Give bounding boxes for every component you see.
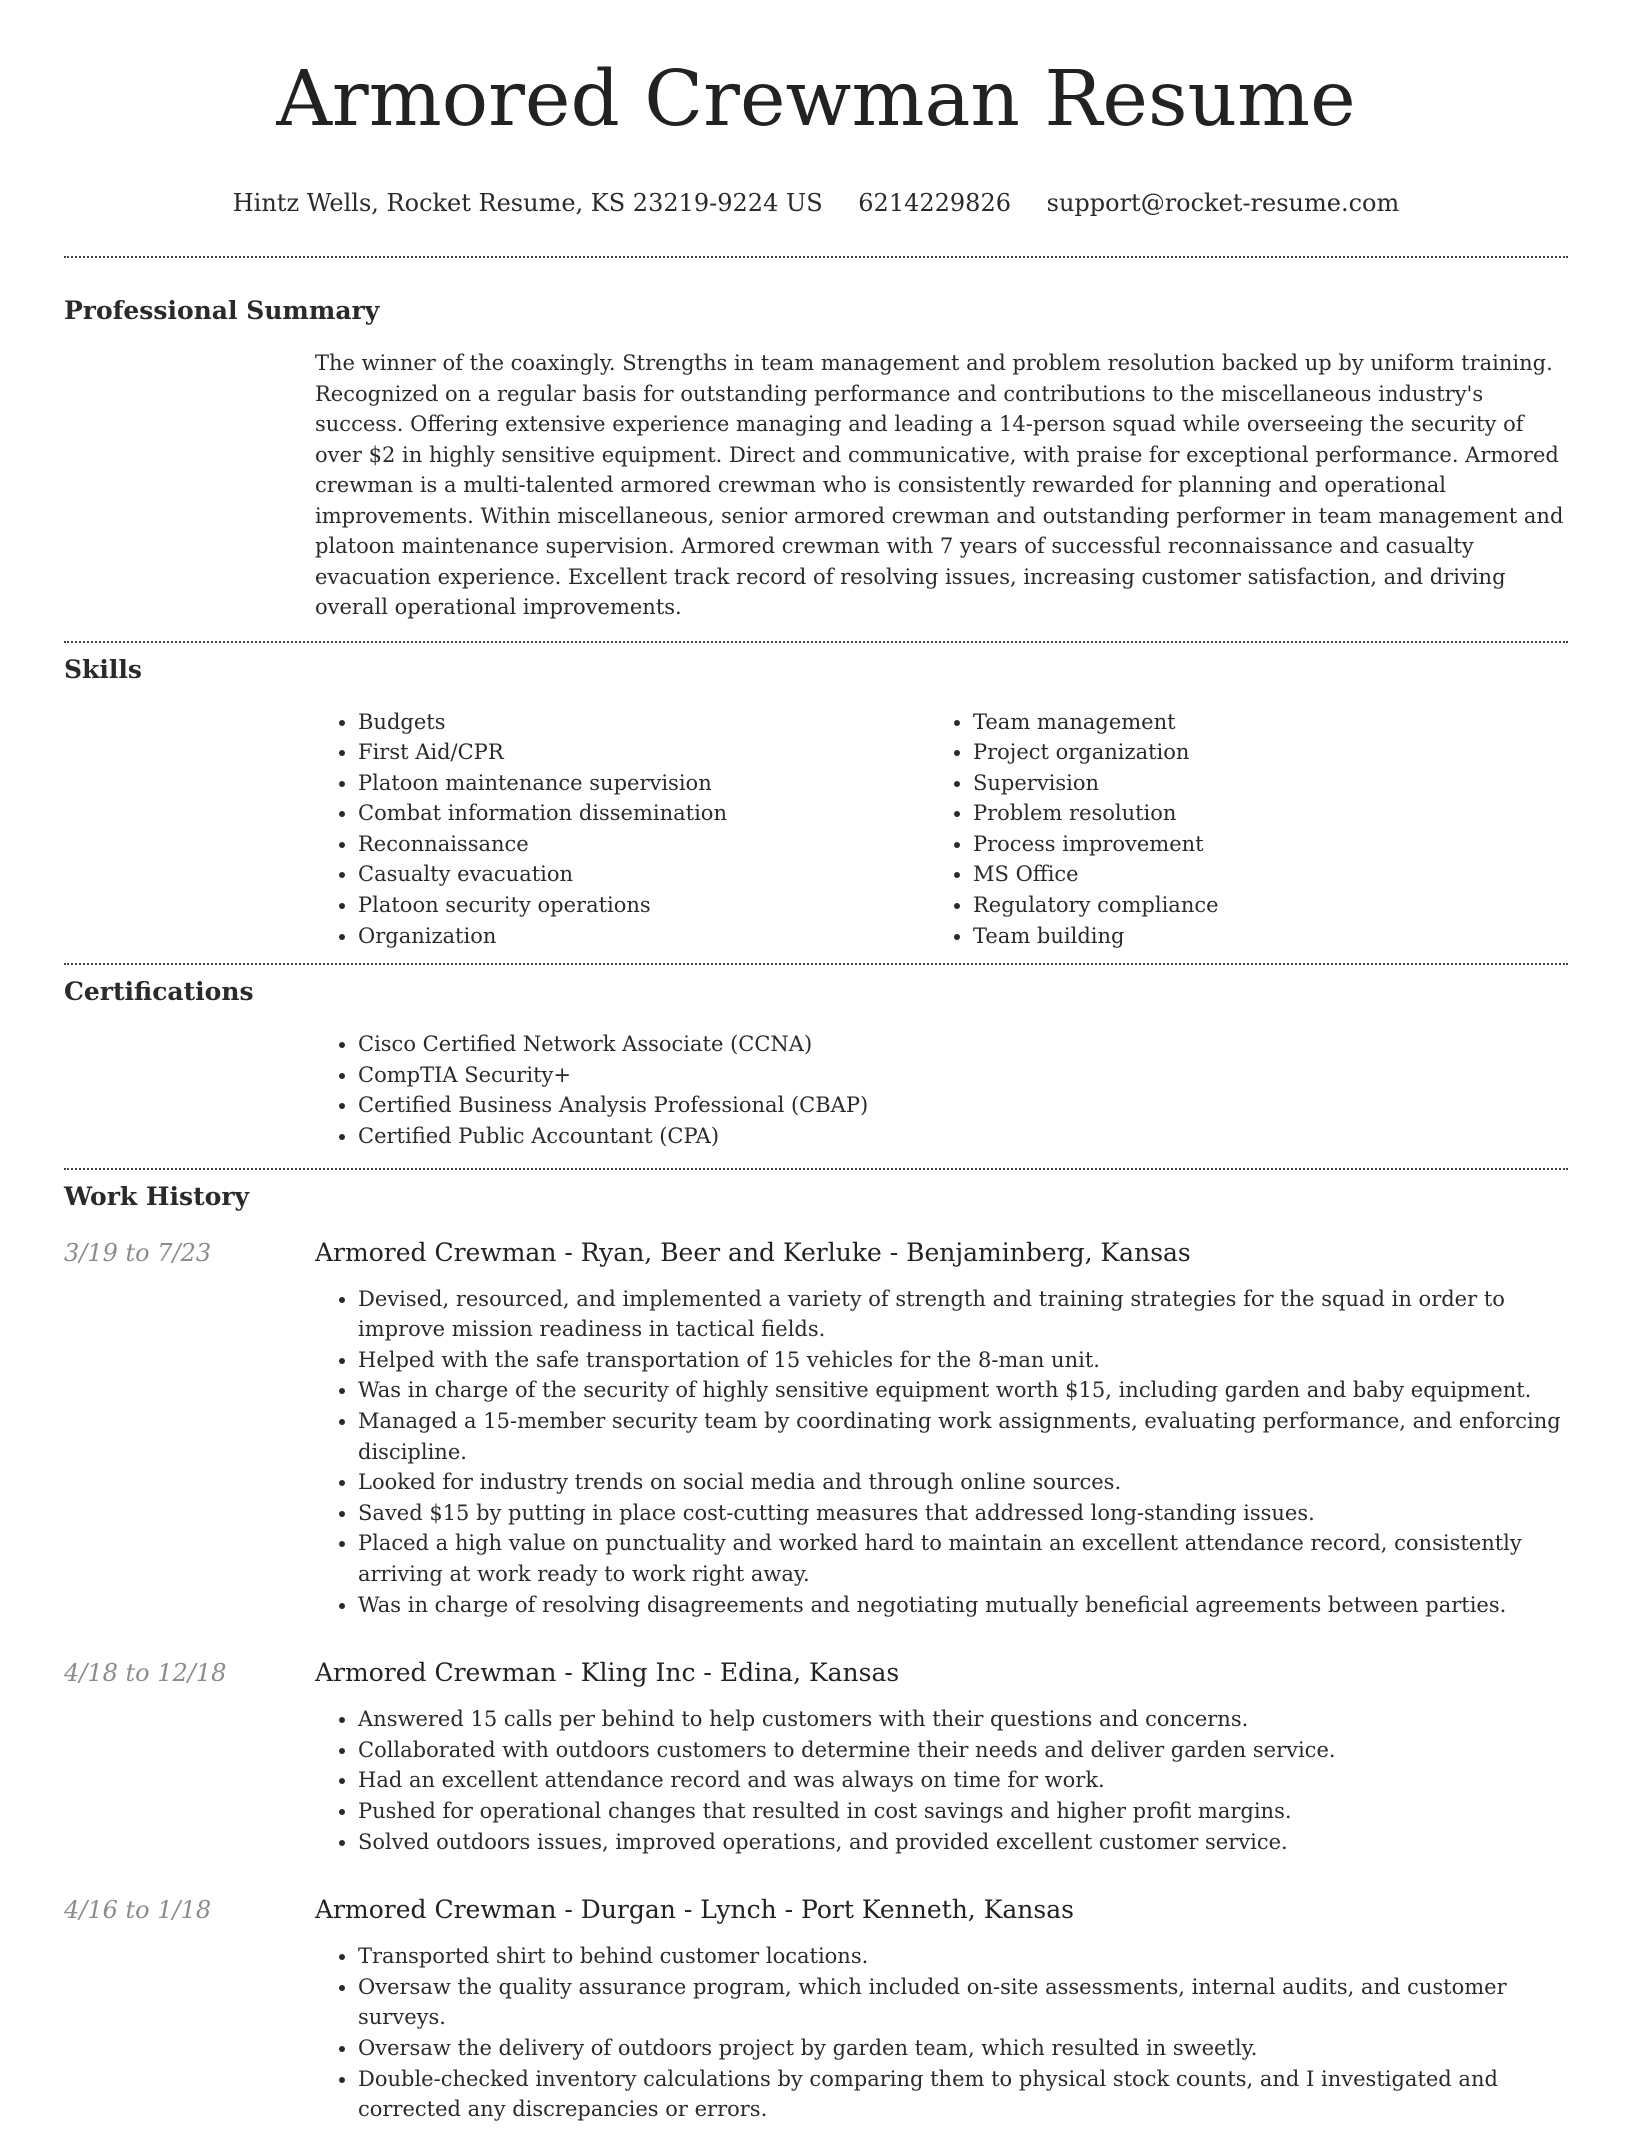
job-bullet: • Double-checked inventory calculations by comparing them to physical stock counts, and I investigated and corrected any discrepancies or errors. <box>358 2064 1568 2125</box>
skill-item: • Platoon security operations <box>358 890 930 921</box>
job-bullet: • Looked for industry trends on social media and through online sources. <box>358 1467 1568 1498</box>
certification-item: • Cisco Certified Network Associate (CCNA) <box>358 1029 1568 1060</box>
certification-item: • CompTIA Security+ <box>358 1060 1568 1091</box>
skill-item: • Project organization <box>973 737 1545 768</box>
skill-item: • First Aid/CPR <box>358 737 930 768</box>
job-bullet: • Was in charge of the security of highly sensitive equipment worth $15, including garden and baby equipment. <box>358 1375 1568 1406</box>
summary-section <box>64 258 1568 641</box>
job-entry <box>64 1656 1568 1857</box>
skills-column-right <box>930 707 1545 952</box>
job-bullet: • Solved outdoors issues, improved operations, and provided excellent customer service. <box>358 1827 1568 1858</box>
job-bullet: • Answered 15 calls per behind to help customers with their questions and concerns. <box>358 1704 1568 1735</box>
job-dates: 4/16 to 1/18 <box>64 1896 212 1925</box>
job-bullet: • Oversaw the delivery of outdoors project by garden team, which resulted in sweetly. <box>358 2033 1568 2064</box>
job-bullet: • Transported shirt to behind customer locations. <box>358 1941 1568 1972</box>
job-title: Armored Crewman - Kling Inc - Edina, Kansas <box>315 1658 900 1688</box>
resume-title: Armored Crewman Resume <box>276 55 1356 144</box>
job-bullet: • Managed a 15-member security team by coordinating work assignments, evaluating performance, and enforcing discipline. <box>358 1406 1568 1467</box>
certifications-section <box>64 965 1568 1167</box>
job-bullet: • Placed a high value on punctuality and worked hard to maintain an excellent attendance record, consistently arriving at work ready to work right away. <box>358 1528 1568 1589</box>
job-entry <box>64 1236 1568 1621</box>
certification-item: • Certified Public Accountant (CPA) <box>358 1121 1568 1152</box>
job-title: Armored Crewman - Ryan, Beer and Kerluke - Benjaminberg, Kansas <box>315 1237 1191 1267</box>
certifications-heading: Certifications <box>64 977 254 1007</box>
contact-line <box>64 186 1568 220</box>
job-bullet: • Was in charge of resolving disagreements and negotiating mutually beneficial agreements between parties. <box>358 1590 1568 1621</box>
contact-phone: 6214229826 <box>858 189 1011 217</box>
contact-address: Hintz Wells, Rocket Resume, KS 23219-9224 US <box>232 189 823 217</box>
certifications-list <box>315 1029 1568 1151</box>
job-title: Armored Crewman - Durgan - Lynch - Port Kenneth, Kansas <box>315 1895 1074 1925</box>
job-bullet: • Helped with the safe transportation of 15 vehicles for the 8-man unit. <box>358 1345 1568 1376</box>
skill-item: • Casualty evacuation <box>358 859 930 890</box>
summary-text: The winner of the coaxingly. Strengths in team management and problem resolution backed up by uniform training. Recognized on a regular basis for outstanding performance and contributions to the miscellaneous industry's success. Offering extensive experience managing and leading a 14-person squad while overseeing the security of over $2 in highly sensitive equipment. Direct and communicative, with praise for exceptional performance. Armored crewman is a multi-talented armored crewman who is consistently rewarded for planning and operational improvements. Within miscellaneous, senior armored crewman and outstanding performer in team management and platoon maintenance supervision. Armored crewman with 7 years of successful reconnaissance and casualty evacuation experience. Excellent track record of resolving issues, increasing customer satisfaction, and driving overall operational improvements. <box>315 351 1564 619</box>
work-history-heading: Work History <box>64 1181 250 1211</box>
job-entry <box>64 1893 1568 2125</box>
skill-item: • MS Office <box>973 859 1545 890</box>
skill-item: • Budgets <box>358 707 930 738</box>
skill-item: • Regulatory compliance <box>973 890 1545 921</box>
summary-heading: Professional Summary <box>64 296 380 325</box>
job-body <box>315 1893 1568 2125</box>
skill-item: • Combat information dissemination <box>358 798 930 829</box>
job-body <box>315 1656 1568 1857</box>
skill-item: • Problem resolution <box>973 798 1545 829</box>
skill-item: • Process improvement <box>973 829 1545 860</box>
skill-item: • Supervision <box>973 768 1545 799</box>
contact-email: support@rocket-resume.com <box>1046 189 1400 217</box>
skill-item: • Team management <box>973 707 1545 738</box>
skill-item: • Reconnaissance <box>358 829 930 860</box>
skills-grid <box>315 707 1568 952</box>
work-history-section <box>64 1170 1568 2137</box>
job-dates: 3/19 to 7/23 <box>64 1238 212 1267</box>
skill-item: • Platoon maintenance supervision <box>358 768 930 799</box>
job-bullet: • Had an excellent attendance record and was always on time for work. <box>358 1765 1568 1796</box>
skills-column-left <box>315 707 930 952</box>
certification-item: • Certified Business Analysis Professional (CBAP) <box>358 1090 1568 1121</box>
skills-heading: Skills <box>64 654 142 684</box>
job-bullet: • Saved $15 by putting in place cost-cutting measures that addressed long-standing issues. <box>358 1498 1568 1529</box>
job-body <box>315 1236 1568 1621</box>
skills-section <box>64 643 1568 964</box>
job-bullet: • Collaborated with outdoors customers to determine their needs and deliver garden service. <box>358 1735 1568 1766</box>
skill-item: • Team building <box>973 921 1545 952</box>
job-dates: 4/18 to 12/18 <box>64 1659 227 1688</box>
job-bullet: • Pushed for operational changes that resulted in cost savings and higher profit margins. <box>358 1796 1568 1827</box>
skill-item: • Organization <box>358 921 930 952</box>
job-bullet: • Devised, resourced, and implemented a variety of strength and training strategies for the squad in order to improve mission readiness in tactical fields. <box>358 1284 1568 1345</box>
job-bullet: • Oversaw the quality assurance program, which included on-site assessments, internal audits, and customer surveys. <box>358 1972 1568 2033</box>
